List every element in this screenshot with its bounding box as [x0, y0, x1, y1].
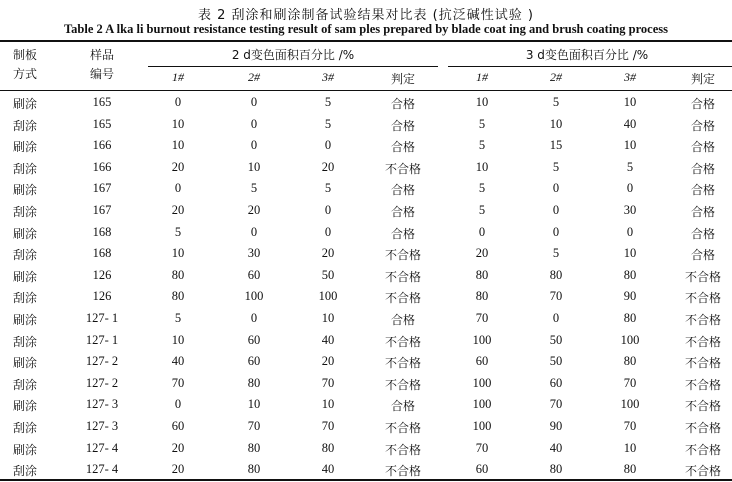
- cell-method: 刷涂: [12, 97, 37, 111]
- table-row: [0, 222, 732, 244]
- subheader-3d-1: 1#: [476, 70, 488, 84]
- cell-3d-1: 20: [475, 246, 489, 261]
- subheader-2d-judgment: 判定: [390, 72, 415, 86]
- table-row: [0, 308, 732, 330]
- cell-3d-judgment: 不合格: [684, 291, 721, 306]
- cell-2d-1: 70: [171, 375, 185, 390]
- table-row: [0, 243, 732, 265]
- cell-3d-judgment: 合格: [690, 118, 715, 133]
- cell-3d-3: 100: [620, 332, 640, 347]
- cell-2d-1: 20: [171, 462, 185, 477]
- cell-2d-judgment: 不合格: [384, 442, 421, 457]
- cell-method: 刷涂: [12, 140, 37, 155]
- cell-3d-1: 80: [475, 289, 489, 304]
- cell-2d-2: 100: [244, 289, 264, 304]
- cell-2d-judgment: 不合格: [384, 334, 421, 349]
- cell-3d-1: 60: [475, 354, 489, 369]
- cell-sample-id: 127- 4: [85, 440, 119, 455]
- table-title-english: Table 2 A lka li burnout resistance testing result of sam ples prepared by blade coat ing and brush coating process: [63, 22, 668, 36]
- table-row: [0, 92, 732, 114]
- cell-3d-3: 80: [623, 267, 637, 282]
- cell-2d-1: 20: [171, 159, 185, 174]
- cell-3d-3: 30: [623, 203, 637, 217]
- group-3d-underline: [448, 66, 732, 67]
- cell-method: 刷涂: [12, 442, 37, 457]
- cell-2d-1: 5: [174, 311, 182, 325]
- cell-2d-1: 80: [171, 267, 185, 282]
- cell-2d-2: 10: [247, 159, 261, 174]
- cell-method: 刷涂: [12, 183, 37, 198]
- cell-2d-1: 0: [174, 181, 182, 196]
- cell-2d-3: 100: [318, 289, 338, 304]
- cell-3d-2: 80: [549, 267, 563, 282]
- cell-3d-3: 90: [623, 289, 637, 304]
- cell-3d-judgment: 合格: [690, 140, 715, 155]
- cell-3d-3: 70: [623, 419, 637, 433]
- cell-2d-2: 0: [250, 95, 258, 109]
- cell-2d-1: 40: [171, 354, 185, 369]
- cell-2d-1: 20: [171, 203, 185, 217]
- cell-sample-id: 127- 3: [85, 397, 119, 412]
- subheader-2d-2: 2#: [248, 70, 260, 84]
- cell-2d-3: 20: [321, 354, 335, 369]
- cell-sample-id: 167: [92, 181, 112, 196]
- cell-method: 刮涂: [12, 248, 37, 263]
- cell-3d-2: 0: [552, 224, 560, 239]
- table-row: [0, 459, 732, 481]
- cell-2d-judgment: 合格: [390, 118, 415, 133]
- subheader-2d-3: 3#: [322, 70, 334, 84]
- cell-3d-2: 50: [549, 354, 563, 369]
- header-sample: 样品 编号: [89, 48, 114, 81]
- header-group-3d: 3 d变色面积百分比 /%: [525, 48, 649, 62]
- cell-3d-judgment: 不合格: [684, 269, 721, 284]
- cell-2d-1: 10: [171, 246, 185, 261]
- cell-3d-1: 0: [478, 224, 486, 239]
- table-row: [0, 373, 732, 395]
- cell-3d-1: 70: [475, 440, 489, 455]
- cell-3d-1: 80: [475, 267, 489, 282]
- cell-2d-3: 10: [321, 397, 335, 412]
- cell-3d-3: 40: [623, 116, 637, 131]
- cell-2d-judgment: 不合格: [384, 377, 421, 392]
- cell-method: 刮涂: [12, 464, 37, 479]
- cell-3d-1: 5: [478, 116, 486, 131]
- cell-3d-3: 10: [623, 246, 637, 261]
- cell-3d-3: 10: [623, 440, 637, 455]
- cell-2d-2: 60: [247, 267, 261, 282]
- cell-3d-2: 5: [552, 95, 560, 109]
- subheader-3d-3: 3#: [624, 70, 636, 84]
- cell-2d-2: 60: [247, 354, 261, 369]
- cell-2d-3: 0: [324, 138, 332, 153]
- cell-3d-2: 40: [549, 440, 563, 455]
- subheader-3d-judgment: 判定: [690, 72, 715, 86]
- table-row: [0, 330, 732, 352]
- table-row: [0, 157, 732, 179]
- cell-sample-id: 167: [92, 203, 112, 217]
- cell-3d-1: 100: [472, 419, 492, 433]
- cell-method: 刷涂: [12, 269, 37, 284]
- cell-3d-2: 70: [549, 289, 563, 304]
- cell-2d-3: 5: [324, 181, 332, 196]
- cell-2d-1: 5: [174, 224, 182, 239]
- cell-2d-3: 50: [321, 267, 335, 282]
- cell-2d-judgment: 不合格: [384, 248, 421, 263]
- cell-3d-1: 100: [472, 375, 492, 390]
- cell-2d-1: 20: [171, 440, 185, 455]
- cell-3d-judgment: 合格: [690, 226, 715, 241]
- cell-2d-3: 20: [321, 246, 335, 261]
- cell-3d-3: 10: [623, 138, 637, 153]
- cell-2d-judgment: 合格: [390, 140, 415, 155]
- cell-2d-2: 0: [250, 138, 258, 153]
- cell-2d-3: 40: [321, 332, 335, 347]
- table-row: [0, 265, 732, 287]
- cell-2d-1: 60: [171, 419, 185, 433]
- table-row: [0, 135, 732, 157]
- cell-3d-2: 50: [549, 332, 563, 347]
- cell-3d-2: 80: [549, 462, 563, 477]
- bottom-rule: [0, 479, 732, 481]
- cell-sample-id: 165: [92, 95, 112, 109]
- cell-2d-judgment: 合格: [390, 205, 415, 219]
- cell-3d-1: 70: [475, 311, 489, 325]
- cell-2d-1: 80: [171, 289, 185, 304]
- cell-2d-2: 80: [247, 440, 261, 455]
- group-2d-underline: [148, 66, 438, 67]
- cell-method: 刮涂: [12, 161, 37, 176]
- cell-2d-3: 0: [324, 224, 332, 239]
- cell-2d-judgment: 合格: [390, 226, 415, 241]
- cell-method: 刮涂: [12, 334, 37, 349]
- cell-sample-id: 165: [92, 116, 112, 131]
- cell-sample-id: 127- 2: [85, 354, 119, 369]
- cell-2d-judgment: 合格: [390, 313, 415, 327]
- cell-sample-id: 126: [92, 289, 112, 304]
- cell-3d-2: 0: [552, 203, 560, 217]
- cell-3d-2: 90: [549, 419, 563, 433]
- cell-3d-2: 10: [549, 116, 563, 131]
- table-row: [0, 200, 732, 222]
- cell-3d-3: 80: [623, 462, 637, 477]
- header-group-2d: 2 d变色面积百分比 /%: [231, 48, 355, 62]
- cell-3d-1: 100: [472, 332, 492, 347]
- cell-3d-3: 80: [623, 354, 637, 369]
- cell-method: 刷涂: [12, 313, 37, 327]
- cell-3d-judgment: 合格: [690, 97, 715, 111]
- cell-2d-1: 0: [174, 397, 182, 412]
- cell-3d-judgment: 合格: [690, 248, 715, 263]
- cell-3d-2: 0: [552, 181, 560, 196]
- cell-3d-3: 10: [623, 95, 637, 109]
- cell-sample-id: 166: [92, 138, 112, 153]
- cell-3d-judgment: 不合格: [684, 442, 721, 457]
- cell-2d-judgment: 合格: [390, 399, 415, 414]
- cell-sample-id: 127- 1: [85, 332, 119, 347]
- cell-sample-id: 168: [92, 224, 112, 239]
- cell-2d-judgment: 不合格: [384, 291, 421, 306]
- table-row: [0, 351, 732, 373]
- cell-2d-3: 0: [324, 203, 332, 217]
- cell-2d-judgment: 合格: [390, 183, 415, 198]
- cell-3d-2: 0: [552, 311, 560, 325]
- cell-3d-2: 5: [552, 159, 560, 174]
- cell-method: 刮涂: [12, 421, 37, 435]
- cell-3d-1: 10: [475, 159, 489, 174]
- cell-2d-3: 20: [321, 159, 335, 174]
- cell-3d-2: 15: [549, 138, 563, 153]
- cell-2d-3: 5: [324, 116, 332, 131]
- subheader-3d-2: 2#: [550, 70, 562, 84]
- cell-3d-2: 70: [549, 397, 563, 412]
- cell-2d-2: 20: [247, 203, 261, 217]
- cell-3d-3: 70: [623, 375, 637, 390]
- cell-2d-2: 10: [247, 397, 261, 412]
- header-rule: [0, 90, 732, 91]
- cell-3d-judgment: 不合格: [684, 399, 721, 414]
- top-rule: [0, 40, 732, 42]
- table-row: [0, 286, 732, 308]
- cell-2d-3: 70: [321, 419, 335, 433]
- cell-sample-id: 127- 3: [85, 419, 119, 433]
- table-row: [0, 178, 732, 200]
- cell-sample-id: 166: [92, 159, 112, 174]
- cell-sample-id: 127- 2: [85, 375, 119, 390]
- cell-2d-2: 30: [247, 246, 261, 261]
- cell-2d-judgment: 合格: [390, 97, 415, 111]
- cell-3d-1: 10: [475, 95, 489, 109]
- cell-method: 刮涂: [12, 377, 37, 392]
- cell-3d-judgment: 不合格: [684, 464, 721, 479]
- table-row: [0, 416, 732, 438]
- cell-3d-3: 100: [620, 397, 640, 412]
- cell-3d-judgment: 不合格: [684, 356, 721, 371]
- cell-sample-id: 126: [92, 267, 112, 282]
- cell-2d-judgment: 不合格: [384, 421, 421, 435]
- cell-2d-2: 5: [250, 181, 258, 196]
- cell-method: 刮涂: [12, 118, 37, 133]
- subheader-2d-1: 1#: [172, 70, 184, 84]
- cell-2d-judgment: 不合格: [384, 356, 421, 371]
- cell-3d-3: 5: [626, 159, 634, 174]
- cell-method: 刷涂: [12, 356, 37, 371]
- cell-2d-3: 5: [324, 95, 332, 109]
- cell-3d-1: 5: [478, 181, 486, 196]
- cell-3d-judgment: 不合格: [684, 421, 721, 435]
- cell-method: 刮涂: [12, 291, 37, 306]
- cell-2d-2: 70: [247, 419, 261, 433]
- cell-sample-id: 168: [92, 246, 112, 261]
- cell-3d-3: 80: [623, 311, 637, 325]
- cell-2d-2: 0: [250, 116, 258, 131]
- table-row: [0, 394, 732, 416]
- cell-2d-judgment: 不合格: [384, 161, 421, 176]
- cell-3d-1: 100: [472, 397, 492, 412]
- cell-2d-2: 0: [250, 311, 258, 325]
- header-method: 制板 方式: [12, 48, 37, 81]
- table-row: [0, 114, 732, 136]
- table-row: [0, 438, 732, 460]
- cell-2d-1: 10: [171, 332, 185, 347]
- cell-2d-3: 70: [321, 375, 335, 390]
- cell-2d-1: 10: [171, 116, 185, 131]
- cell-2d-2: 60: [247, 332, 261, 347]
- cell-3d-3: 0: [626, 224, 634, 239]
- cell-3d-judgment: 不合格: [684, 313, 721, 327]
- cell-sample-id: 127- 4: [85, 462, 119, 477]
- table-title-chinese: 表 2 刮涂和刷涂制备试验结果对比表 (抗泛碱性试验 ): [198, 8, 534, 23]
- cell-3d-1: 5: [478, 203, 486, 217]
- cell-3d-judgment: 合格: [690, 183, 715, 198]
- cell-2d-judgment: 不合格: [384, 269, 421, 284]
- cell-method: 刮涂: [12, 205, 37, 219]
- cell-2d-3: 40: [321, 462, 335, 477]
- cell-3d-2: 60: [549, 375, 563, 390]
- cell-2d-3: 80: [321, 440, 335, 455]
- cell-sample-id: 127- 1: [85, 311, 119, 325]
- cell-3d-judgment: 合格: [690, 161, 715, 176]
- cell-3d-judgment: 不合格: [684, 334, 721, 349]
- cell-2d-1: 0: [174, 95, 182, 109]
- cell-method: 刷涂: [12, 226, 37, 241]
- cell-3d-judgment: 不合格: [684, 377, 721, 392]
- cell-3d-1: 5: [478, 138, 486, 153]
- cell-2d-3: 10: [321, 311, 335, 325]
- cell-3d-2: 5: [552, 246, 560, 261]
- cell-2d-2: 80: [247, 375, 261, 390]
- cell-3d-1: 60: [475, 462, 489, 477]
- cell-3d-judgment: 合格: [690, 205, 715, 219]
- cell-2d-judgment: 不合格: [384, 464, 421, 479]
- cell-method: 刷涂: [12, 399, 37, 414]
- cell-2d-2: 0: [250, 224, 258, 239]
- cell-2d-2: 80: [247, 462, 261, 477]
- cell-3d-3: 0: [626, 181, 634, 196]
- cell-2d-1: 10: [171, 138, 185, 153]
